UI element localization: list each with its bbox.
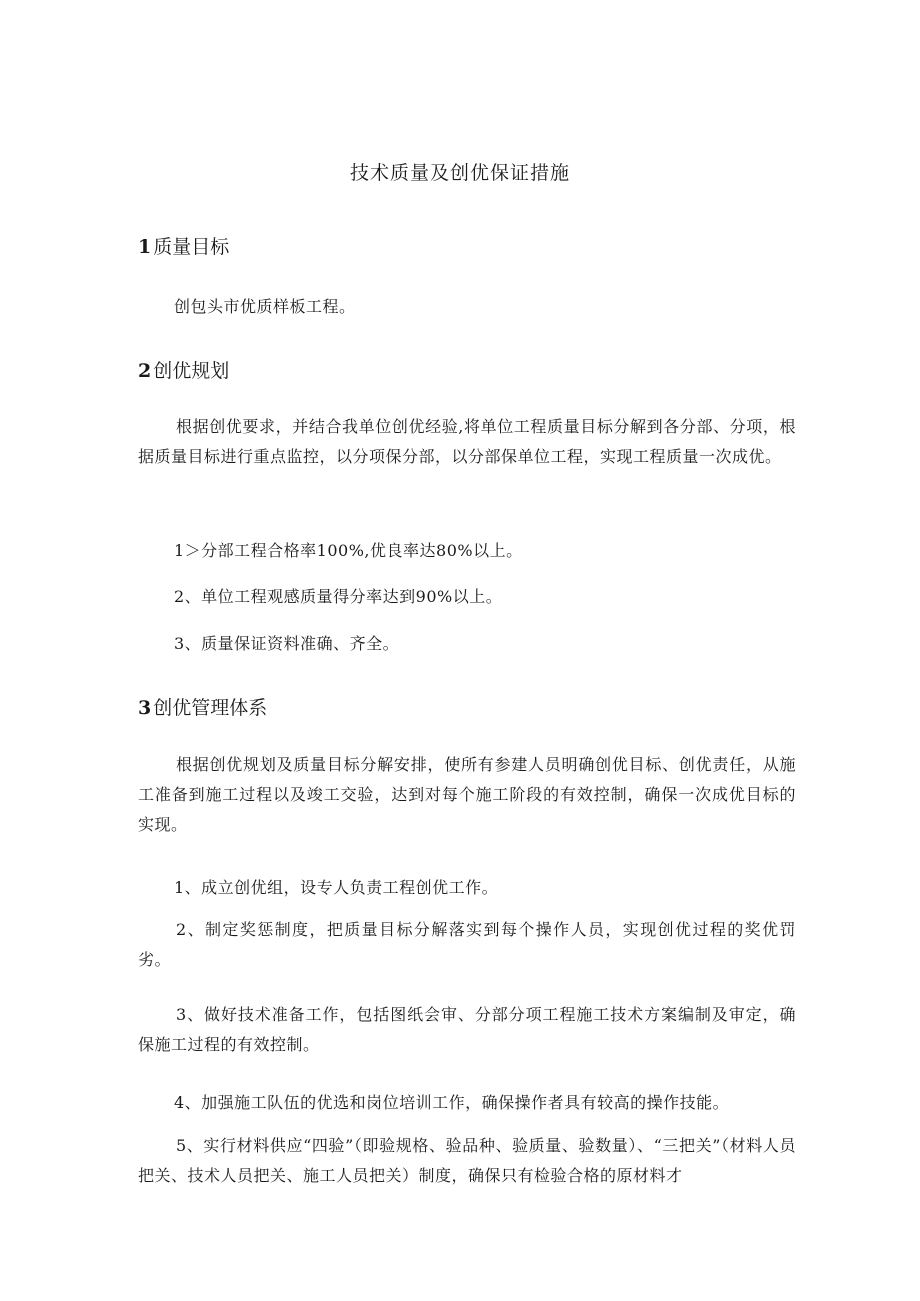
section-title: 创优管理体系 (153, 697, 268, 719)
paragraph: 根据创优要求，并结合我单位创优经验,将单位工程质量目标分解到各分部、分项，根据质量目标进行重点监控，以分项保分部，以分部保单位工程，实现工程质量一次成优。 (138, 417, 796, 466)
section-title: 质量目标 (153, 236, 230, 258)
paragraph: 创包头市优质样板工程。 (174, 297, 356, 316)
document-title: 技术质量及创优保证措施 (349, 162, 570, 184)
paragraph: 根据创优规划及质量目标分解安排，使所有参建人员明确创优目标、创优责任，从施工准备到施工过程以及竣工交验，达到对每个施工阶段的有效控制，确保一次成优目标的实现。 (138, 755, 796, 834)
list-item: 2、制定奖惩制度，把质量目标分解落实到每个操作人员，实现创优过程的奖优罚劣。 (138, 920, 796, 969)
section-heading-3 (138, 693, 267, 720)
list-item: 2、单位工程观感质量得分率达到90%以上。 (174, 587, 503, 606)
list-item: 3、做好技术准备工作，包括图纸会审、分部分项工程施工技术方案编制及审定，确保施工过程的有效控制。 (138, 1005, 796, 1054)
section-heading-1 (138, 232, 229, 259)
list-item: 1、成立创优组，设专人负责工程创优工作。 (174, 878, 499, 897)
section-number: 1 (138, 236, 152, 258)
section-number: 2 (138, 360, 152, 382)
list-item: 5、实行材料供应“四验”（即验规格、验品种、验质量、验数量）、“三把关”（材料人员把关、技术人员把关、施工人员把关）制度，确保只有检验合格的原材料才 (138, 1136, 796, 1185)
list-item: 1＞分部工程合格率100%,优良率达80%以上。 (174, 541, 523, 560)
section-heading-2 (138, 356, 229, 383)
list-item: 3、质量保证资料准确、齐全。 (174, 634, 400, 653)
section-number: 3 (138, 697, 152, 719)
list-item: 4、加强施工队伍的优选和岗位培训工作，确保操作者具有较高的操作技能。 (174, 1093, 730, 1112)
section-title: 创优规划 (153, 360, 230, 382)
